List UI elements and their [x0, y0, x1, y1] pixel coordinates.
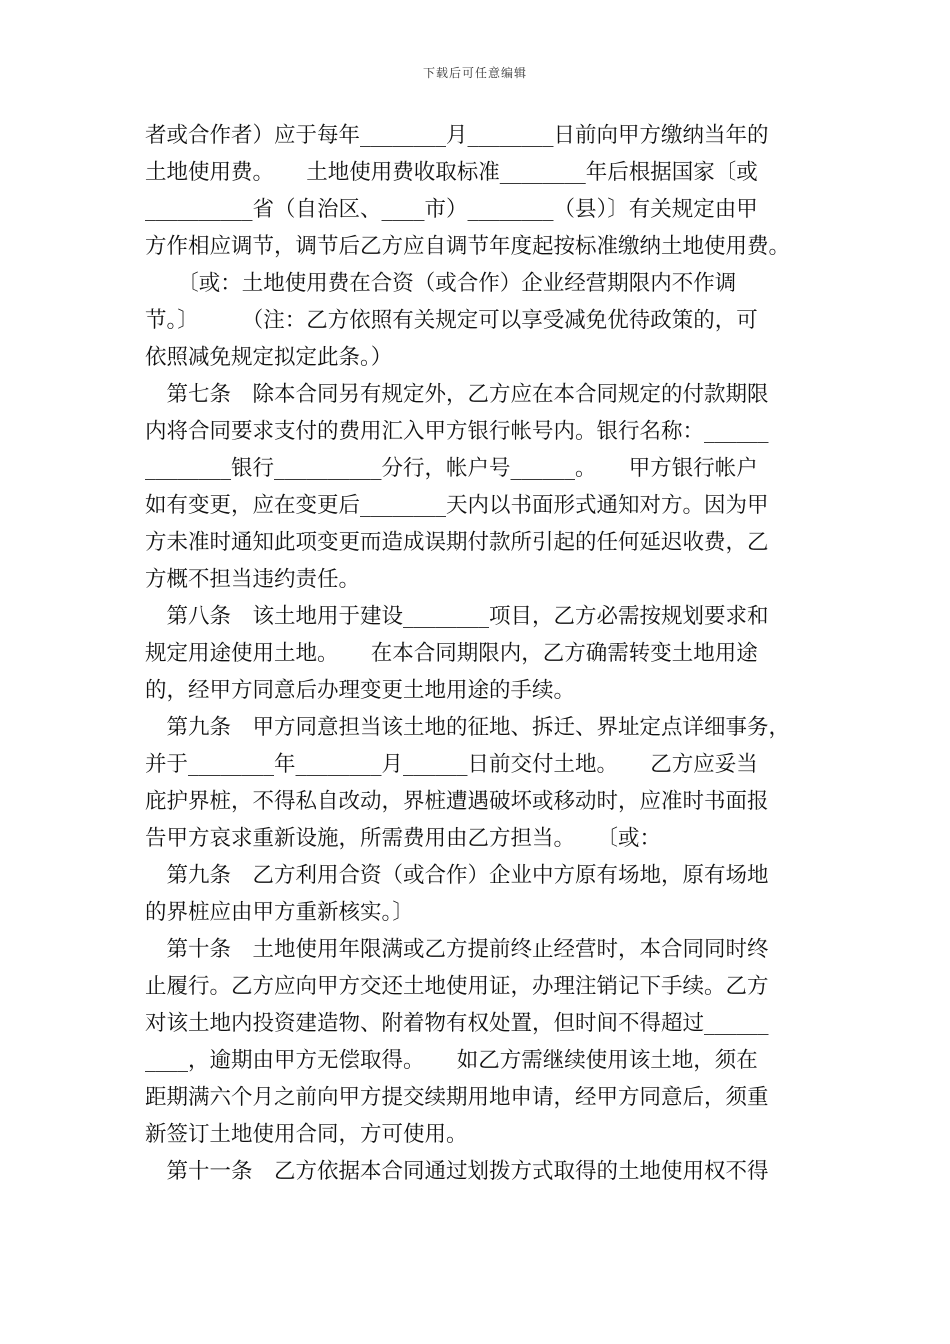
- text-line: ____，逾期由甲方无偿取得。 如乙方需继续使用该土地，须在: [145, 1048, 758, 1073]
- text-line: 方未准时通知此项变更而造成误期付款所引起的任何延迟收费，乙: [145, 530, 769, 555]
- text-line: 第八条 该土地用于建设________项目，乙方必需按规划要求和: [145, 604, 769, 629]
- text-line: 新签订土地使用合同，方可使用。: [145, 1122, 468, 1147]
- text-line: 土地使用费。 土地使用费收取标准________年后根据国家〔或: [145, 160, 758, 185]
- text-line: 的界桩应由甲方重新核实。〕: [145, 900, 414, 925]
- text-line: 对该土地内投资建造物、附着物有权处置，但时间不得超过______: [145, 1011, 769, 1036]
- text-line: __________省（自治区、____市）________（县）〕有关规定由甲: [145, 197, 758, 222]
- text-line: 第十一条 乙方依据本合同通过划拨方式取得的土地使用权不得: [145, 1159, 769, 1184]
- text-line: 者或合作者）应于每年________月________日前向甲方缴纳当年的: [145, 123, 769, 148]
- text-line: 规定用途使用土地。 在本合同期限内，乙方确需转变土地用途: [145, 641, 758, 666]
- text-line: 〔或：土地使用费在合资（或合作）企业经营期限内不作调: [145, 271, 737, 296]
- text-line: ________银行__________分行，帐户号______。 甲方银行帐户: [145, 456, 758, 481]
- text-line: 如有变更，应在变更后________天内以书面形式通知对方。因为甲: [145, 493, 769, 518]
- text-line: 第十条 土地使用年限满或乙方提前终止经营时，本合同同时终: [145, 937, 769, 962]
- text-line: 第七条 除本合同另有规定外，乙方应在本合同规定的付款期限: [145, 382, 769, 407]
- text-line: 并于________年________月______日前交付土地。 乙方应妥当: [145, 752, 758, 777]
- text-line: 方概不担当违约责任。: [145, 567, 361, 592]
- text-line: 内将合同要求支付的费用汇入甲方银行帐号内。银行名称：______: [145, 419, 769, 444]
- text-line: 告甲方哀求重新设施，所需费用由乙方担当。 〔或：: [145, 826, 662, 851]
- page-header: 下载后可任意编辑: [422, 66, 527, 80]
- text-line: 节。〕 （注：乙方依照有关规定可以享受减免优待政策的，可: [145, 308, 758, 333]
- text-line: 第九条 甲方同意担当该土地的征地、拆迁、界址定点详细事务，: [145, 715, 791, 740]
- text-line: 第九条 乙方利用合资（或合作）企业中方原有场地，原有场地: [145, 863, 769, 888]
- text-line: 的，经甲方同意后办理变更土地用途的手续。: [145, 678, 576, 703]
- text-line: 距期满六个月之前向甲方提交续期用地申请，经甲方同意后，须重: [145, 1085, 769, 1110]
- text-line: 止履行。乙方应向甲方交还土地使用证，办理注销记下手续。乙方: [145, 974, 769, 999]
- text-line: 庇护界桩，不得私自改动，界桩遭遇破坏或移动时，应准时书面报: [145, 789, 769, 814]
- text-line: 方作相应调节，调节后乙方应自调节年度起按标准缴纳土地使用费。: [145, 234, 791, 259]
- text-line: 依照减免规定拟定此条。）: [145, 345, 393, 370]
